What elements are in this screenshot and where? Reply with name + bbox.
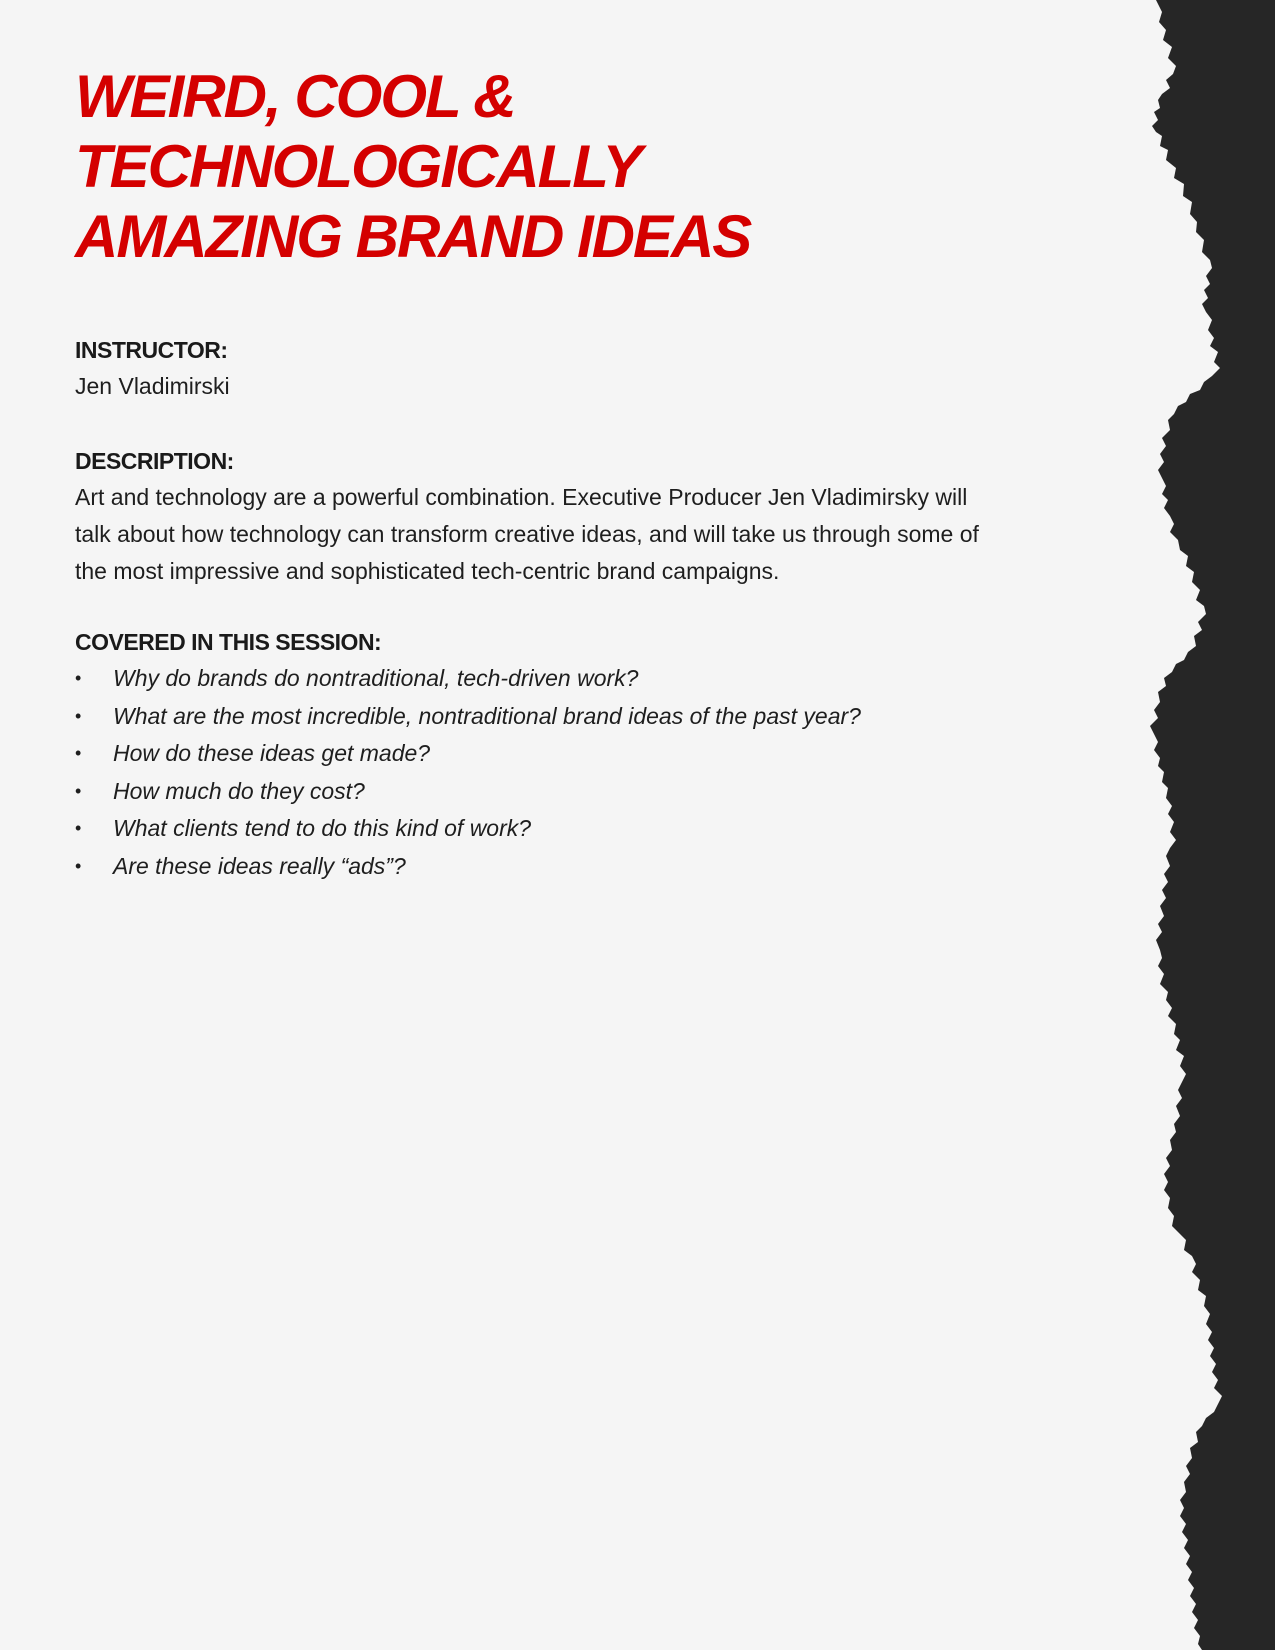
bullet-icon: •: [75, 705, 82, 726]
instructor-name: Jen Vladimirski: [75, 373, 230, 399]
bullet-icon: •: [75, 818, 82, 838]
list-item: [75, 848, 1075, 886]
topic-text: How much do they cost?: [113, 777, 365, 804]
list-item: [75, 773, 1075, 811]
list-item: [75, 810, 1075, 848]
topic-text: Are these ideas really “ads”?: [113, 852, 406, 879]
topic-text: Why do brands do nontraditional, tech-driven work?: [113, 665, 639, 691]
page-title: [75, 62, 1075, 272]
bullet-icon: •: [75, 668, 82, 688]
list-item: [75, 698, 1075, 736]
description-text: Art and technology are a powerful combination. Executive Producer Jen Vladimirsky will talk about how technology can transform creative ideas, and will take us through some of the most impressive and sophisticated tech-centric brand campaigns.: [75, 484, 979, 584]
description-heading: DESCRIPTION:: [75, 448, 234, 474]
bullet-icon: •: [75, 780, 82, 801]
bullet-icon: •: [75, 855, 82, 876]
instructor-section: [75, 336, 1075, 405]
list-item: [75, 735, 1075, 773]
topic-text: How do these ideas get made?: [113, 740, 431, 766]
description-section: [75, 447, 1075, 590]
list-item: [75, 660, 1075, 698]
topic-text: What clients tend to do this kind of work?: [113, 815, 532, 841]
topic-text: What are the most incredible, nontraditional brand ideas of the past year?: [113, 702, 861, 729]
covered-heading: COVERED IN THIS SESSION:: [75, 629, 382, 655]
bullet-icon: •: [75, 743, 82, 763]
document-content: [75, 62, 1075, 885]
topic-list: [75, 660, 1075, 885]
title-line-1: WEIRD, COOL & TECHNOLOGICALLY: [75, 63, 641, 200]
instructor-heading: INSTRUCTOR:: [75, 337, 228, 363]
covered-section: [75, 628, 1075, 885]
title-line-2: AMAZING BRAND IDEAS: [75, 203, 751, 270]
